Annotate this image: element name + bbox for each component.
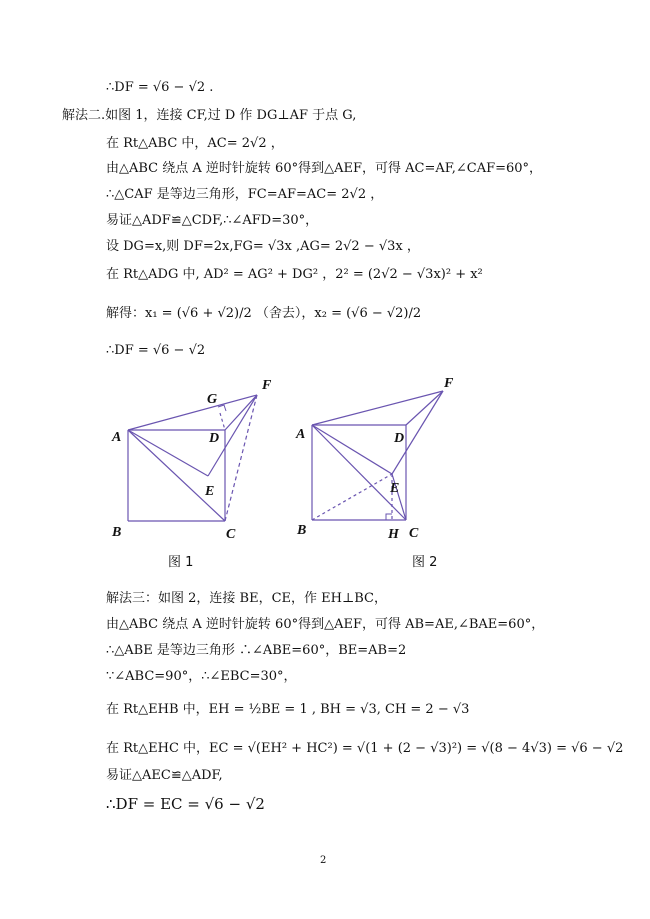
fig1-label-c: C <box>226 527 236 542</box>
fig2-label-h: H <box>388 527 399 542</box>
line-ehb-values: 在 Rt△EHB 中，EH = ½BE = 1 , BH = √3, CH = 2 − √3 <box>106 702 470 717</box>
line-angle-ebc: ∵∠ABC=90°，∴∠EBC=30°， <box>106 669 297 684</box>
fig1-label-a: A <box>112 430 122 445</box>
line-rotation-af: 由△ABC 绕点 A 逆时针旋转 60°得到△AEF，可得 AC=AF,∠CAF=60°， <box>106 161 543 176</box>
fig2-label-e: E <box>390 481 400 496</box>
line-let-dg-x: 设 DG=x,则 DF=2x,FG= √3x ,AG= 2√2 − √3x ， <box>106 239 420 254</box>
line-rotation-ae: 由△ABC 绕点 A 逆时针旋转 60°得到△AEF，可得 AB=AE,∠BAE=60°， <box>106 617 545 632</box>
page-number: 2 <box>320 855 327 866</box>
fig2-label-c: C <box>409 526 419 541</box>
line-pythagoras-adg: 在 Rt△ADG 中, AD² = AG² + DG² ，2² = (2√2 − √3x)² + x² <box>106 267 483 282</box>
figure-1-caption: 图 1 <box>168 555 194 570</box>
fig1-label-d: D <box>209 431 220 446</box>
figure-1 <box>108 372 288 544</box>
line-method3-intro: 解法三：如图 2，连接 BE，CE，作 EH⊥BC， <box>106 591 387 606</box>
line-method2-intro: 解法二.如图 1，连接 CF,过 D 作 DG⊥AF 于点 G, <box>62 108 357 123</box>
figure-2-caption: 图 2 <box>412 555 438 570</box>
line-equilateral-abe: ∴△ABE 是等边三角形 ∴∠ABE=60°，BE=AB=2 <box>106 643 407 658</box>
line-congruent-adf-cdf: 易证△ADF≌△CDF,∴∠AFD=30°， <box>106 213 319 228</box>
line-solve-x: 解得：x₁ = (√6 + √2)/2 （舍去），x₂ = (√6 − √2)/2 <box>106 306 422 321</box>
fig2-label-a: A <box>296 427 306 442</box>
line-df-result-2: ∴DF = √6 − √2 <box>106 343 206 358</box>
fig2-label-f: F <box>444 376 454 391</box>
line-ac-value: 在 Rt△ABC 中，AC= 2√2 ， <box>106 136 284 151</box>
line-df-result-1: ∴DF = √6 − √2 . <box>106 80 214 95</box>
fig2-label-d: D <box>394 431 405 446</box>
fig1-label-f: F <box>262 378 272 393</box>
fig1-label-e: E <box>205 484 215 499</box>
line-ec-value: 在 Rt△EHC 中，EC = √(EH² + HC²) = √(1 + (2 − √3)²) = √(8 − 4√3) = √6 − √2 <box>106 741 624 756</box>
line-congruent-aec-adf: 易证△AEC≌△ADF, <box>106 768 223 783</box>
fig2-label-b: B <box>297 523 307 538</box>
fig1-label-g: G <box>207 392 218 407</box>
fig1-label-b: B <box>112 525 122 540</box>
line-df-result-3: ∴DF = EC = √6 − √2 <box>106 795 265 813</box>
figure-2 <box>294 372 468 544</box>
line-equilateral-caf: ∴△CAF 是等边三角形，FC=AF=AC= 2√2 ， <box>106 187 384 202</box>
